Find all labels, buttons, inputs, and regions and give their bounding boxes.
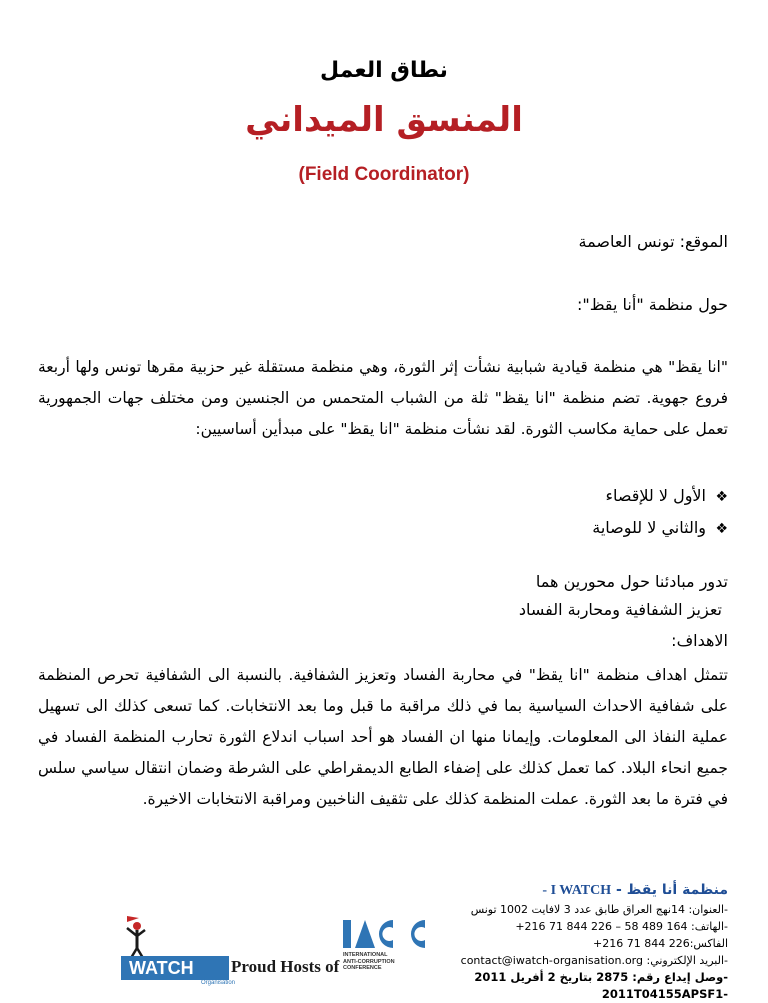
organisation-name-english: I WATCH - [542, 883, 612, 898]
iwatch-logo [121, 956, 229, 980]
about-paragraph: "انا يقظ" هي منظمة قيادية شبابية نشأت إثر الثورة، وهي منظمة مستقلة غير حزبية مقرها تونس ولها أربعة فروع جهوية. تضم منظمة "انا يقظ" ثلة من الشباب المتحمس من الجنسين ومن مختلف جهات الجمهورية تعمل على حماية مكاسب الثورة. لقد نشأت منظمة "انا يقظ" على مبدأين أساسيين: [38, 358, 728, 438]
about-heading: حول منظمة "أنا يقظ": [576, 295, 728, 314]
iacc-line-3: CONFERENCE [343, 965, 382, 971]
registration-line: -وصل إيداع رقم: 2875 بتاريخ 2 أفريل 2011 -2011T04155APSF1 [474, 970, 728, 1001]
iacc-line-1: INTERNATIONAL [343, 952, 388, 958]
person-with-flag-icon [123, 914, 163, 958]
contact-block [408, 880, 728, 1003]
location-line: الموقع: تونس العاصمة [578, 232, 728, 251]
diamond-bullet-icon: ❖ [715, 521, 728, 537]
iacc-logo-text [343, 952, 395, 972]
address-line: -العنوان: 14نهج العراق طابق عدد 3 لافايت 1002 تونس [470, 903, 728, 916]
sponsor-logos [115, 908, 445, 992]
footer [0, 870, 768, 1001]
role-title-arabic: المنسق الميداني [245, 100, 523, 140]
iacc-line-2: ANTI-CORRUPTION [343, 958, 395, 965]
principle-second-text: والثاني لا للوصاية [592, 518, 706, 537]
axes-intro: تدور مبادئنا حول محورين هما [535, 572, 728, 591]
principle-first-text: الأول لا للإقصاء [605, 486, 706, 505]
iwatch-logo-text: WATCH [129, 958, 194, 978]
principle-second [38, 518, 728, 537]
axes-text: تعزيز الشفافية ومحاربة الفساد [518, 600, 722, 619]
organisation-name [408, 880, 728, 901]
organisation-name-arabic: منظمة أنا يقظ - [616, 882, 728, 898]
principle-first [38, 486, 728, 505]
goals-heading: الاهداف: [671, 631, 728, 650]
email-line: -البريد الإلكتروني: contact@iwatch-organisation.org [460, 954, 728, 967]
role-title-english: (Field Coordinator) [298, 164, 470, 185]
iwatch-logo-subtitle: Organisation [201, 980, 236, 986]
proud-hosts-text: Proud Hosts of [231, 957, 340, 976]
page-title: نطاق العمل [320, 58, 448, 83]
diamond-bullet-icon: ❖ [715, 489, 728, 505]
fax-line: الفاكس:226 844 71 216+ [592, 937, 728, 950]
phone-line: -الهاتف: 164 489 58 – 226 844 71 216+ [515, 920, 728, 933]
goals-paragraph: تتمثل اهداف منظمة "انا يقظ" في محاربة الفساد وتعزيز الشفافية. بالنسبة الى الشفافية تحرص المنظمة على شفافية الاحداث السياسية بما في ذلك مراقبة ما قبل وما بعد الانتخابات. كما تسعى كذلك الى تسهيل عملية النفاذ الى المعلومات. وإيمانا منها ان الفساد هو أحد اسباب اندلاع الثورة تحارب المنظمة الفساد في جميع انحاء البلاد. كما تعمل كذلك على إضفاء الطابع الديمقراطي على الشرطة وضمان انتقال سياسي سلس في فترة ما بعد الثورة. عملت المنظمة كذلك على تثقيف الناخبين ومراقبة الانتخابات الاخيرة. [38, 666, 728, 808]
